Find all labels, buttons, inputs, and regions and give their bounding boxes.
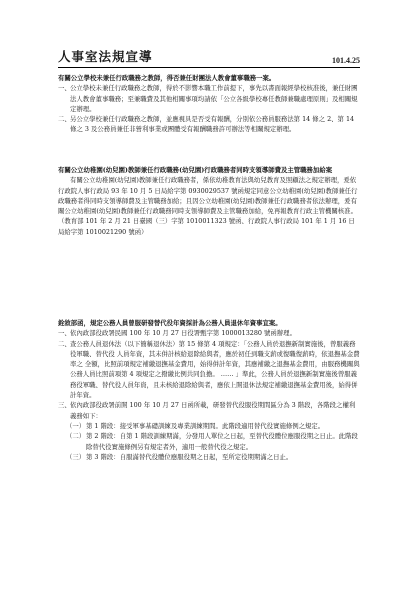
section-title: 銓敘部函，規定公務人員曾服研發替代役年資採計為公務人員退休年資事宜案。 xyxy=(58,319,282,327)
item-marker: （二） xyxy=(66,432,86,441)
item-text: 第 1 階段：接受軍事基礎訓練及專業訓練期間。此階段適用替代役實施條例之規定。 xyxy=(86,421,325,430)
section-kindergarten-allowance xyxy=(58,165,360,237)
item-marker: 一、 xyxy=(58,329,71,338)
item-marker: 一、 xyxy=(58,84,71,93)
list-item xyxy=(58,328,360,338)
item-marker: 三、 xyxy=(58,401,71,410)
sub-list-item xyxy=(58,431,360,452)
item-text: 依內政部役政署民國 100 年 10 月 27 日役署甄字第 1000013280 號函辦理。 xyxy=(70,329,296,338)
section-note: （教育部 101 年 2 月 21 日臺國（三）字第 1010011323 號函、行政院人事行政局 101 年 1 月 16 日局給字第 1010021290 號函） xyxy=(58,217,355,236)
document-date: 101.4.25 xyxy=(332,56,360,65)
list-item xyxy=(58,83,360,114)
list-item xyxy=(58,400,360,421)
section-body: 有關公立幼稚園(幼兒園)教師兼任行政職務者，係依幼稚教育法與幼兒教育及照顧法之規定辦理，爰依行政院人事行政局 93 年 10 月 5 日局給字第 0930029537 號函規定同意公立幼稚園(幼兒園)教師兼任行政職務者得同時支領導師費及主管職務加給；且因公立幼稚園(幼兒園)教師兼任行政職務者依法辦理，爰有關公立幼稚園(幼兒園)教師兼任行政職務同時支領導師費及主管職務加給，免再報教育行政主管機關核准。 xyxy=(58,176,358,216)
list-item xyxy=(58,339,360,401)
item-marker: （一） xyxy=(66,421,86,430)
section-title: 有關公立幼稚園(幼兒園)教師兼任行政職務(幼兒園)行政職務者同時支領導師費及主管職務加給案 xyxy=(58,166,333,174)
item-text: 查公務人員退休法（以下簡稱退休法）第 15 條第 4 項規定：「公務人員於退撫新制實施後，曾服義務役軍職、替代役 人員年資，其未併計核給退除給與者，應於初任到職支薪或復職復薪時，依退撫基金費率之 全額，比照前項規定補繳退撫基金費用，始得併計年資，其應補繳之退撫基金費用，由服務機關與公務人員比照前項第 4 項規定之撥繳比例共同負擔。 …… 」準此，公務人員於退撫新制實施後曾服義務役軍職、替代役人員年資，且未核給退除給與者，應依上開退休法規定補繳退撫基金費用後，始得併計年資。 xyxy=(70,339,360,400)
section-title: 有關公立學校未兼任行政職務之教師，得否兼任財團法人教會董事職務一案。 xyxy=(58,74,276,82)
list-item xyxy=(58,114,360,135)
header-rule xyxy=(58,67,360,68)
sub-list-item xyxy=(58,452,360,462)
item-marker: 二、 xyxy=(58,115,71,124)
document-header xyxy=(58,50,360,68)
item-text: 另公立學校兼任行政職務之教師，並應視具是否受有報酬，分別依公務員服務法第 14 條之 2、第 14 條之 3 及公務員兼任非營利事業或團體受有報酬職務許可辦法等相關規定辦理。 xyxy=(70,115,355,134)
item-marker: 二、 xyxy=(58,339,71,348)
item-text: 依內政部役政署前開 100 年 10 月 27 日函所載，研發替代役服役期間區分為 3 階段，各階段之權利義務如下： xyxy=(70,401,356,420)
item-marker: （三） xyxy=(66,452,86,461)
item-text: 第 3 階段：自服滿替代役體位應服役期之日起，至所定役期期滿之日止。 xyxy=(86,452,293,461)
item-text: 公立學校未兼任行政職務之教師，得於不影響本職工作前提下，事先以書面報經學校核准後，兼任財團法人教會董事職務；至兼職費及其他相關事項均請依「公立各級學校專任教師兼職處理原則」及相關規定辦理。 xyxy=(70,84,358,113)
item-text: 第 2 階段：自第 1 階段訓練期滿，分發用人單位之日起，至替代役體位應服役期之日止。此階段除替代役實施條例另有規定者外，適用一般替代役之規定。 xyxy=(86,432,358,451)
document-title: 人事室法規宣導 xyxy=(58,49,153,64)
sub-list-item xyxy=(58,421,360,431)
section-alternative-service xyxy=(58,318,360,462)
section-teacher-director xyxy=(58,73,360,135)
